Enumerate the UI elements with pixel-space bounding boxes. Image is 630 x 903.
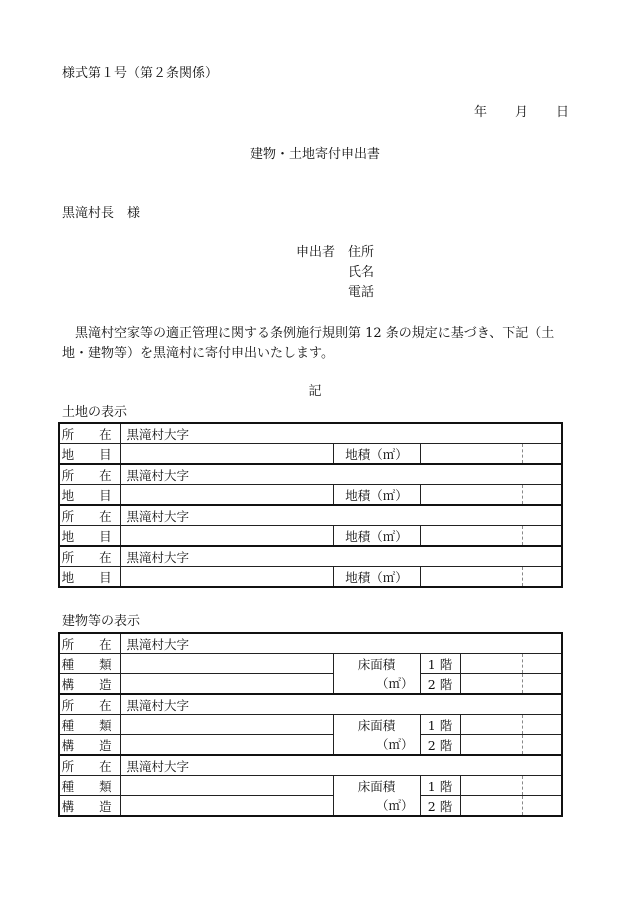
land-entry [59, 505, 562, 546]
land-area-label: 地積（㎡） [333, 485, 420, 506]
date-year: 年 [474, 105, 488, 120]
land-area-field-fraction[interactable] [522, 485, 562, 506]
building-entry [59, 694, 562, 755]
floor-1-label: 1 階 [420, 776, 460, 796]
land-area-field-fraction[interactable] [522, 444, 562, 465]
building-structure-field[interactable] [120, 796, 333, 817]
floor-area-unit: （㎡） [333, 735, 420, 756]
applicant-block [296, 245, 374, 305]
land-area-label: 地積（㎡） [333, 526, 420, 547]
land-location-label: 所 在 [59, 464, 120, 485]
date-day: 日 [556, 105, 570, 120]
land-location-value[interactable]: 黒滝村大字 [120, 464, 562, 485]
floor-2-area-field[interactable] [460, 796, 522, 817]
land-category-label: 地 目 [59, 567, 120, 588]
land-table [58, 422, 563, 588]
land-location-value[interactable]: 黒滝村大字 [120, 546, 562, 567]
land-area-label: 地積（㎡） [333, 444, 420, 465]
building-location-value[interactable]: 黒滝村大字 [120, 694, 562, 715]
building-type-label: 種 類 [59, 776, 120, 796]
floor-1-area-field[interactable] [460, 776, 522, 796]
land-area-label: 地積（㎡） [333, 567, 420, 588]
building-type-field[interactable] [120, 776, 333, 796]
building-table [58, 632, 563, 817]
floor-2-area-field[interactable] [460, 674, 522, 695]
building-section-heading: 建物等の表示 [62, 614, 141, 629]
floor-2-area-fraction[interactable] [522, 735, 562, 756]
building-structure-label: 構 造 [59, 674, 120, 695]
building-structure-label: 構 造 [59, 735, 120, 756]
land-entry [59, 546, 562, 587]
floor-2-label: 2 階 [420, 796, 460, 817]
building-structure-field[interactable] [120, 735, 333, 756]
land-category-label: 地 目 [59, 526, 120, 547]
land-category-label: 地 目 [59, 444, 120, 465]
floor-area-unit: （㎡） [333, 674, 420, 695]
land-location-label: 所 在 [59, 505, 120, 526]
land-category-field[interactable] [120, 526, 333, 547]
building-location-label: 所 在 [59, 633, 120, 654]
land-area-field[interactable] [420, 485, 522, 506]
applicant-field-name: 氏名 [348, 265, 375, 280]
building-location-label: 所 在 [59, 755, 120, 776]
land-category-field[interactable] [120, 485, 333, 506]
land-entry [59, 423, 562, 464]
applicant-field-phone: 電話 [348, 285, 375, 300]
floor-1-label: 1 階 [420, 654, 460, 674]
applicant-field-address: 住所 [348, 245, 375, 260]
date-month: 月 [515, 105, 529, 120]
land-area-field-fraction[interactable] [522, 567, 562, 588]
land-section-heading: 土地の表示 [62, 405, 128, 420]
land-area-field[interactable] [420, 567, 522, 588]
floor-2-area-fraction[interactable] [522, 674, 562, 695]
land-area-field[interactable] [420, 526, 522, 547]
document-title: 建物・土地寄付申出書 [249, 147, 380, 162]
land-location-label: 所 在 [59, 546, 120, 567]
addressee: 黒滝村長 様 [62, 206, 141, 221]
body-text: 黒滝村空家等の適正管理に関する条例施行規則第 12 条の規定に基づき、下記（土地・建物等）を黒滝村に寄付申出いたします。 [62, 326, 555, 361]
building-type-field[interactable] [120, 654, 333, 674]
floor-1-area-field[interactable] [460, 654, 522, 674]
land-location-label: 所 在 [59, 423, 120, 444]
floor-area-unit: （㎡） [333, 796, 420, 817]
land-category-field[interactable] [120, 567, 333, 588]
building-location-value[interactable]: 黒滝村大字 [120, 633, 562, 654]
building-structure-label: 構 造 [59, 796, 120, 817]
land-category-label: 地 目 [59, 485, 120, 506]
building-entry [59, 755, 562, 816]
land-category-field[interactable] [120, 444, 333, 465]
applicant-label: 申出者 [296, 245, 336, 260]
land-area-field[interactable] [420, 444, 522, 465]
building-location-label: 所 在 [59, 694, 120, 715]
floor-2-label: 2 階 [420, 674, 460, 695]
floor-2-area-field[interactable] [460, 735, 522, 756]
floor-1-area-fraction[interactable] [522, 776, 562, 796]
building-type-label: 種 類 [59, 715, 120, 735]
floor-1-area-fraction[interactable] [522, 654, 562, 674]
ki-heading: 記 [308, 384, 322, 399]
building-entry [59, 633, 562, 694]
floor-2-area-fraction[interactable] [522, 796, 562, 817]
date-line [474, 105, 569, 121]
floor-1-area-fraction[interactable] [522, 715, 562, 735]
land-location-value[interactable]: 黒滝村大字 [120, 505, 562, 526]
floor-area-label: 床面積 [333, 776, 420, 796]
floor-area-label: 床面積 [333, 654, 420, 674]
building-type-label: 種 類 [59, 654, 120, 674]
land-area-field-fraction[interactable] [522, 526, 562, 547]
building-type-field[interactable] [120, 715, 333, 735]
floor-1-area-field[interactable] [460, 715, 522, 735]
building-location-value[interactable]: 黒滝村大字 [120, 755, 562, 776]
land-entry [59, 464, 562, 505]
land-location-value[interactable]: 黒滝村大字 [120, 423, 562, 444]
form-number: 様式第１号（第２条関係） [62, 66, 219, 81]
floor-1-label: 1 階 [420, 715, 460, 735]
building-structure-field[interactable] [120, 674, 333, 695]
floor-area-label: 床面積 [333, 715, 420, 735]
floor-2-label: 2 階 [420, 735, 460, 756]
